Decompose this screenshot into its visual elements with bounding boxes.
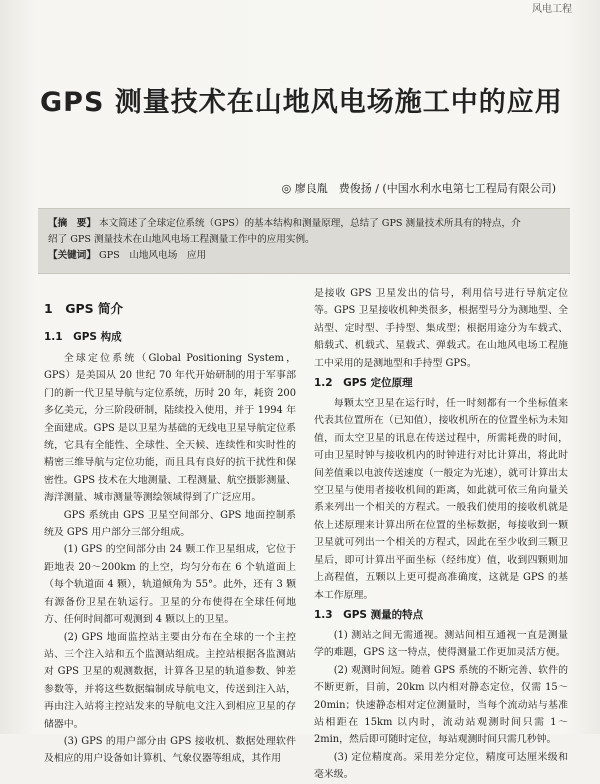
section-1-3-heading: 1.3 GPS 测量的特点 xyxy=(314,608,424,621)
abstract-label: 【摘 要】 xyxy=(48,218,96,229)
running-head: 风电工程 xyxy=(532,4,572,15)
paragraph: (1) 测站之间无需通视。测站间相互通视一直是测量学的难题，GPS 这一特点，使得测量工作更加灵活方便。 xyxy=(314,629,568,659)
paragraph: (1) GPS 的空间部分由 24 颗工作卫星组成，它位于距地表 20～200km 的上空，均匀分布在 6 个轨道面上（每个轨道面 4 颗），轨道倾角为 55°。此外，还有 3 颗有源备份卫星在轨运行。卫星的分布使得在全球任何地方、任何时间都可观测到 4 颗以上的卫星。 xyxy=(44,544,296,626)
abstract-text-2: 绍了 GPS 测量技术在山地风电场工程测量工作中的应用实例。 xyxy=(48,234,315,245)
paragraph: 全球定位系统（Global Positioning System，GPS）是美国从 20 世纪 70 年代开始研制的用于军事部门的新一代卫星导航与定位系统，历时 20 年，耗资 200 多亿美元，分三阶段研制，陆续投入使用，并于 1994 年全面建成。GPS 是以卫星为基础的无线电卫星导航定位系统，它具有全能性、全球性、全天候、连续性和实时性的精密三维导航与定位功能，而且具有良好的抗干扰性和保密性。GPS 技术在大地测量、工程测量、航空摄影测量、海洋测量、城市测量等测绘领域得到了广泛应用。 xyxy=(44,353,296,504)
paragraph: (2) 观测时间短。随着 GPS 系统的不断完善、软件的不断更新，目前，20km 以内相对静态定位，仅需 15～20min；快速静态相对定位测量时，当每个流动站与基准站相距在 15km 以内时，流动站观测时间只需 1～2min，然后即可随时定位，每站观测时间只需几秒钟。 xyxy=(314,664,568,746)
section-1-2-heading: 1.2 GPS 定位原理 xyxy=(314,377,413,390)
paragraph: 是接收 GPS 卫星发出的信号，利用信号进行导航定位等。GPS 卫星接收机种类很多，根据型号分为测地型、全站型、定时型、手持型、集成型；根据用途分为车载式、船载式、机载式、星载式、弹载式。在山地风电场工程施工中采用的是测地型和手持型 GPS。 xyxy=(314,288,568,369)
paragraph: (3) 定位精度高。采用差分定位，精度可达厘米级和毫米级。 xyxy=(314,751,568,781)
article-title: GPS 测量技术在山地风电场施工中的应用 xyxy=(40,87,563,118)
abstract-text-1: 本文简述了全球定位系统（GPS）的基本结构和测量原理，总结了 GPS 测量技术所具有的特点，介 xyxy=(99,218,521,229)
abstract-box xyxy=(38,208,570,274)
keywords-line xyxy=(38,248,570,264)
paragraph: (2) GPS 地面监控站主要由分布在全球的一个主控站、三个注入站和五个监测站组成。主控站根据各监测站对 GPS 卫星的观测数据，计算各卫星的轨道参数、钟差参数等，并将这些数据编制成导航电文，传送到注入站，再由注入站将主控站发来的导航电文注入到相应卫星的存储器中。 xyxy=(44,631,296,730)
paragraph: GPS 系统由 GPS 卫星空间部分、GPS 地面控制系统及 GPS 用户部分三部分组成。 xyxy=(44,509,296,539)
keywords-text: GPS 山地风电场 应用 xyxy=(99,250,207,261)
abstract-line-1 xyxy=(38,209,570,232)
left-column xyxy=(44,285,296,768)
paragraph: (3) GPS 的用户部分由 GPS 接收机、数据处理软件及相应的用户设备如计算机、气象仪器等组成，其作用 xyxy=(44,735,296,765)
abstract-line-2 xyxy=(38,232,570,248)
paragraph: 每颗太空卫星在运行时，任一时刻都有一个坐标值来代表其位置所在（已知值），接收机所在的位置坐标为未知值，而太空卫星的讯息在传送过程中，所需耗费的时间，可由卫星时钟与接收机内的时钟进行对比计算出，将此时间差值乘以电波传送速度（一般定为光速），就可计算出太空卫星与使用者接收机间的距离，如此就可依三角向量关系来列出一个相关的方程式。一般我们使用的接收机就是依上述原理来计算出所在位置的坐标数据，每接收到一颗卫星就可列出一个相关的方程式，因此在至少收到三颗卫星后，即可计算出平面坐标（经纬度）值，收到四颗则加上高程值，五颗以上更可提高准确度，这就是 GPS 的基本工作原理。 xyxy=(314,398,568,601)
author-line: ◎ 廖良胤 费俊扬 / (中国水利水电第七工程局有限公司) xyxy=(281,182,556,195)
keywords-label: 【关键词】 xyxy=(48,250,96,261)
section-1-1-heading: 1.1 GPS 构成 xyxy=(44,331,122,343)
right-column xyxy=(314,285,568,784)
section-1-heading: 1 GPS 简介 xyxy=(44,301,123,316)
